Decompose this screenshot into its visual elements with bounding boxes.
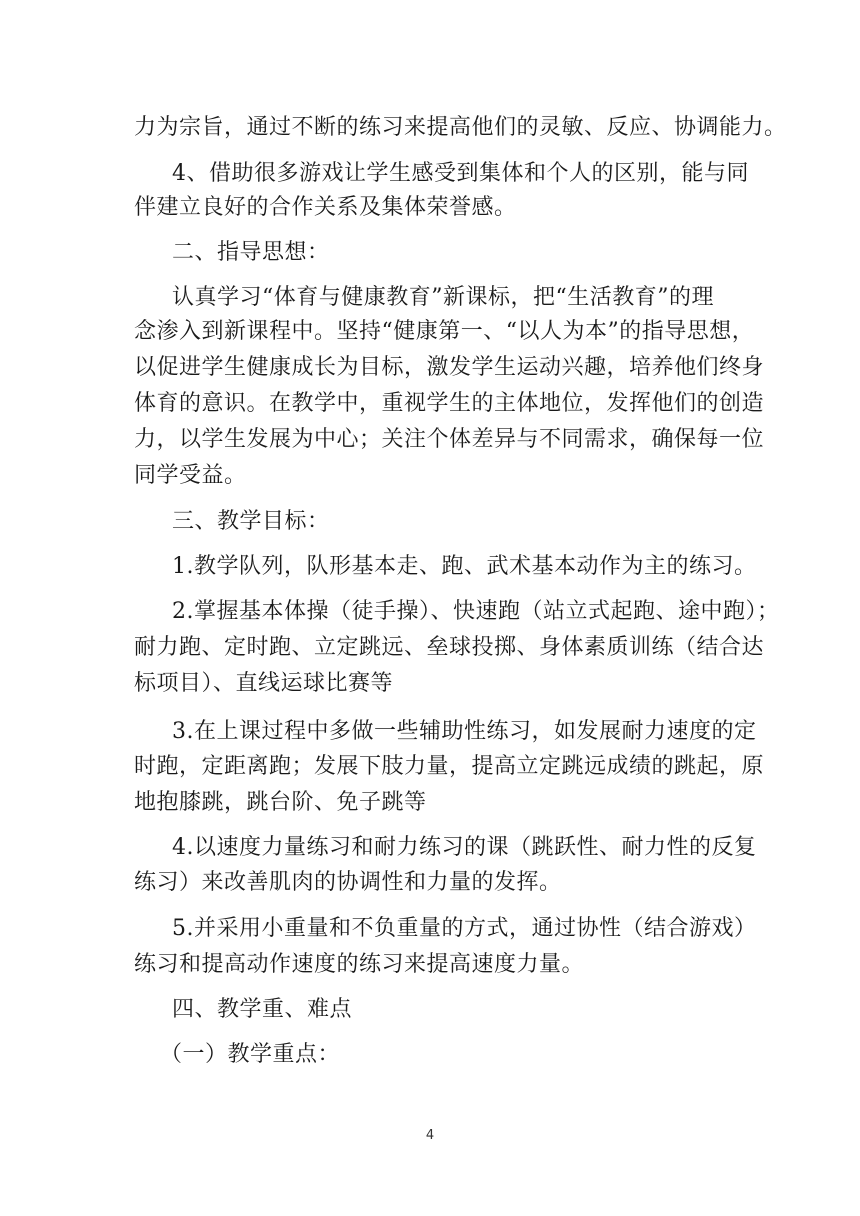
text-line: 体育的意识。在教学中，重视学生的主体地位，发挥他们的创造 (134, 391, 765, 416)
text-line: 力为宗旨，通过不断的练习来提高他们的灵敏、反应、协调能力。 (134, 115, 787, 140)
text-line: 以促进学生健康成长为目标，激发学生运动兴趣，培养他们终身 (134, 355, 765, 380)
text-line: 伴建立良好的合作关系及集体荣誉感。 (134, 195, 517, 220)
text-line: 4.以速度力量练习和耐力练习的课（跳跃性、耐力性的反复 (172, 835, 757, 860)
text-line: 力，以学生发展为中心；关注个体差异与不同需求，确保每一位 (134, 427, 765, 452)
section-heading: 二、指导思想： (172, 240, 330, 265)
text-line: 4、借助很多游戏让学生感受到集体和个人的区别，能与同 (172, 161, 749, 186)
text-line: 1.教学队列，队形基本走、跑、武术基本动作为主的练习。 (172, 554, 757, 579)
text-line: 2.掌握基本体操（徒手操）、快速跑（站立式起跑、途中跑）； (172, 599, 780, 624)
section-heading: 四、教学重、难点 (172, 997, 353, 1022)
section-heading: 三、教学目标： (172, 509, 330, 534)
text-line: 同学受益。 (134, 463, 247, 488)
text-line: 时跑，定距离跑；发展下肢力量，提高立定跳远成绩的跳起，原 (134, 754, 765, 779)
text-line: 认真学习“体育与健康教育”新课标，把“生活教育”的理 (172, 285, 714, 310)
text-line: 5.并采用小重量和不负重量的方式，通过协性（结合游戏） (172, 916, 757, 941)
text-line: 练习和提高动作速度的练习来提高速度力量。 (134, 952, 585, 977)
text-line: 3.在上课过程中多做一些辅助性练习，如发展耐力速度的定 (172, 719, 757, 744)
page-number: 4 (425, 1128, 435, 1143)
text-line: 念渗入到新课程中。坚持“健康第一、“以人为本”的指导思想， (134, 319, 755, 344)
subsection-heading: （一）教学重点： (160, 1042, 341, 1067)
text-line: 耐力跑、定时跑、立定跳远、垒球投掷、身体素质训练（结合达 (134, 635, 765, 660)
text-line: 标项目）、直线运球比赛等 (134, 671, 394, 696)
text-line: 练习）来改善肌肉的协调性和力量的发挥。 (134, 870, 562, 895)
text-line: 地抱膝跳，跳台阶、免子跳等 (134, 790, 427, 815)
